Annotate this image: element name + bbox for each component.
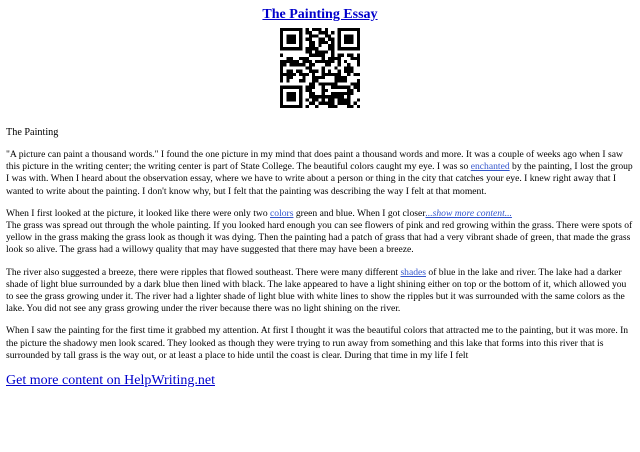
link-colors[interactable]: colors xyxy=(270,207,294,219)
p2-text-before: When I first looked at the picture, it looked like there were only two xyxy=(6,207,271,219)
p2-text-after: green and blue. When I got closer xyxy=(293,207,426,219)
paragraph-3: The grass was spread out through the whole painting. If you looked hard enough you can see flowers of pink and red growing within the grass. There were spots of yellow in the grass making the grass look as though it was dying. Then the painting had a patch of grass that had a very vibrant shade of green, that made the grass look so alive. The grass had a willowy quality that may have suggested that there may have been a breeze. xyxy=(6,220,633,256)
essay-subtitle: The Painting xyxy=(6,127,59,138)
page-title[interactable]: The Painting Essay xyxy=(262,7,378,22)
essay-page xyxy=(6,0,634,390)
paragraph-1 xyxy=(6,149,634,198)
paragraph-5: When I saw the painting for the first time it grabbed my attention. At first I thought it was the beautiful colors that attracted me to the painting, but it was more. In the picture the shadowy men look scared. They looked as though they were trying to run away from something and this lake that forms into this river that is surrounded by tall grass is the way out, or at least a place to hide until the coast is clear. During that time in my life I felt xyxy=(6,325,629,361)
p4-text-after: of blue in the lake and river. The lake had a darker shade of light blue surrounded by a dark blue then lined with black. The lake appeared to have a light shining either on top or the bottom of it, which allowed you to see the grass growing under it. The river had a lighter shade of light blue with white lines to show the ripples but it was surrounded with the same colors as the lake. You did not see any grass growing under the river because there was no light shining on the river. xyxy=(6,266,627,315)
helpwriting-link[interactable]: Get more content on HelpWriting.net xyxy=(6,373,215,389)
link-shades[interactable]: shades xyxy=(400,266,427,278)
qr-code-container xyxy=(6,28,634,108)
p4-text-before: The river also suggested a breeze, there were ripples that flowed southeast. There were many different xyxy=(6,266,401,278)
p1-text-after: by the painting, I lost the group I was with. When I heard about the observation essay, where we have to write about a person or thing in the city that catches your eye. I knew right away that I wanted to write about the painting. I don't know why, but I felt that the painting was describing the way I felt at that moment. xyxy=(6,161,633,197)
paragraph-2 xyxy=(6,208,634,220)
show-more-link[interactable]: ...show more content... xyxy=(425,207,512,219)
qr-code-icon xyxy=(280,28,360,108)
link-enchanted[interactable]: enchanted xyxy=(470,161,510,173)
p1-text-before: "A picture can paint a thousand words." I found the one picture in my mind that does paint a thousand words and more. It was a couple of weeks ago when I saw this picture in the writing center; the writing center is part of State College. The beautiful colors caught my eye. I was so xyxy=(6,149,623,173)
paragraph-4 xyxy=(6,267,634,316)
